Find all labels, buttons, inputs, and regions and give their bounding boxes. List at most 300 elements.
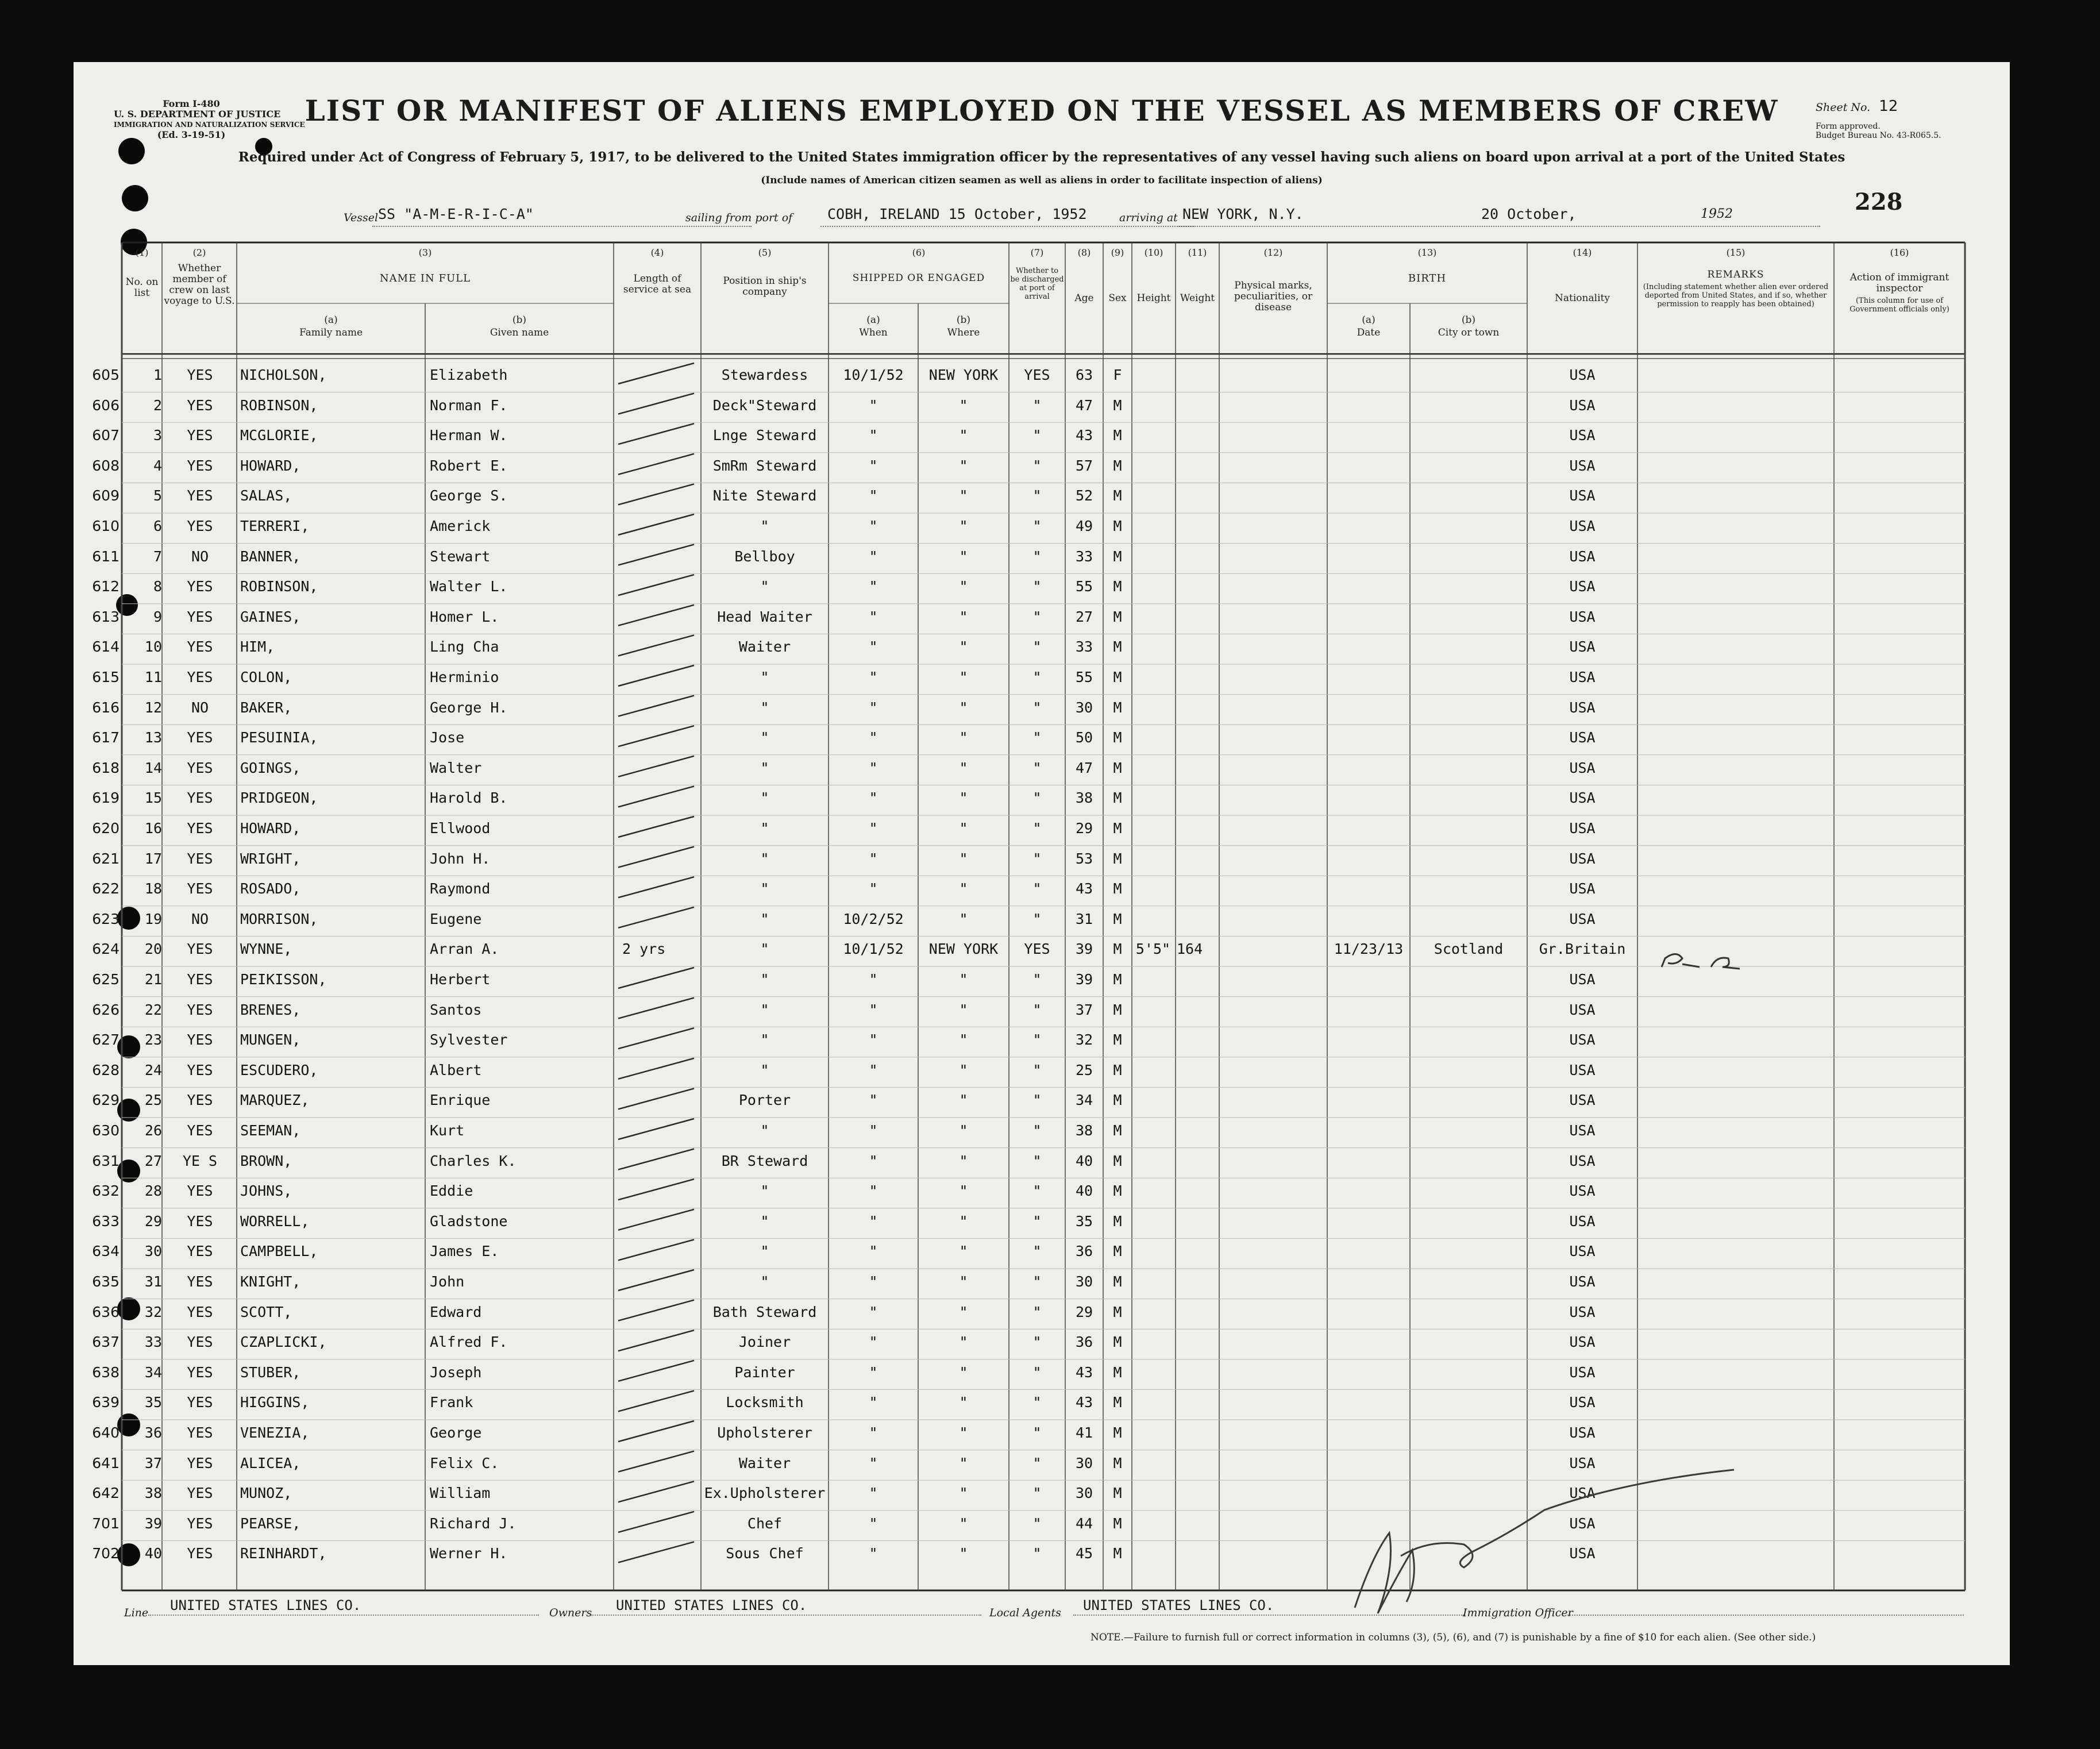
list-reference-number: 613 (92, 608, 120, 625)
cell-position: " (760, 1031, 769, 1049)
cell-age: 39 (1075, 971, 1093, 988)
list-reference-number: 626 (92, 1001, 120, 1018)
arrival-year: 1952 (1701, 207, 1733, 221)
owners-value: UNITED STATES LINES CO. (616, 1597, 807, 1613)
cell-sex: M (1113, 396, 1122, 414)
col-6-number: (6) (912, 247, 926, 258)
cell-family: HOWARD, (240, 457, 301, 474)
cell-position: " (760, 669, 769, 685)
cell-no: 11 (144, 669, 162, 685)
cell-discharged: " (1032, 1243, 1042, 1260)
cell-nationality: USA (1569, 518, 1596, 534)
cell-discharged: " (1032, 1092, 1042, 1109)
line-label: Line (124, 1607, 149, 1619)
cell-where: " (959, 820, 968, 837)
cell-given: Stewart (430, 548, 491, 565)
cell-sex: M (1113, 1545, 1122, 1562)
cell-given: Kurt (430, 1122, 465, 1139)
cell-discharged: " (1032, 669, 1042, 685)
cell-family: STUBER, (240, 1363, 301, 1381)
cell-nationality: USA (1569, 608, 1596, 625)
cell-given: Elizabeth (430, 367, 508, 383)
cell-where: " (959, 638, 968, 656)
cell-when: " (869, 1212, 878, 1230)
cell-last: YES (187, 367, 213, 383)
cell-age: 40 (1075, 1152, 1093, 1169)
col-4-number: (4) (650, 247, 664, 258)
cell-age: 32 (1075, 1031, 1093, 1049)
cell-last: YES (187, 820, 213, 837)
cell-family: ROBINSON, (240, 578, 318, 595)
cell-family: PEARSE, (240, 1515, 301, 1532)
check-stroke (618, 877, 694, 897)
cell-no: 15 (144, 789, 162, 807)
cell-discharged: " (1032, 578, 1042, 595)
list-reference-number: 640 (92, 1424, 120, 1441)
cell-age: 36 (1075, 1334, 1093, 1351)
cell-family: BROWN, (240, 1152, 292, 1169)
cell-where: " (959, 1515, 968, 1532)
cell-family: GAINES, (240, 608, 301, 625)
cell-service: 2 yrs (622, 941, 666, 958)
list-reference-number: 632 (92, 1182, 120, 1200)
cell-no: 3 (153, 427, 162, 444)
cell-family: BAKER, (240, 699, 292, 716)
col-11-label: Weight (1180, 292, 1215, 304)
cell-given: Enrique (430, 1092, 491, 1109)
cell-given: Raymond (430, 880, 491, 897)
sheet-number: 12 (1879, 98, 1898, 115)
cell-given: Americk (430, 518, 491, 534)
cell-no: 20 (144, 941, 162, 958)
cell-no: 30 (144, 1243, 162, 1260)
cell-where: " (959, 850, 968, 867)
cell-position: " (760, 699, 769, 716)
cell-age: 44 (1075, 1515, 1093, 1532)
cell-discharged: " (1032, 850, 1042, 867)
cell-age: 43 (1075, 880, 1093, 897)
col-6b-letter: (b) (956, 314, 971, 326)
cell-sex: M (1113, 1485, 1122, 1502)
cell-last: YES (187, 396, 213, 414)
cell-discharged: " (1032, 396, 1042, 414)
cell-given: Frank (430, 1394, 473, 1411)
cell-last: YES (187, 1001, 213, 1018)
cell-given: James E. (430, 1243, 499, 1260)
cell-no: 35 (144, 1394, 162, 1411)
cell-discharged: " (1032, 487, 1042, 504)
check-stroke (618, 1300, 694, 1321)
col-2-label: Whether member of crew on last voyage to U.S. (164, 263, 235, 307)
cell-no: 38 (144, 1485, 162, 1502)
cell-given: Edward (430, 1303, 482, 1320)
cell-given: Albert (430, 1061, 482, 1078)
check-stroke (618, 1330, 694, 1351)
list-reference-number: 625 (92, 971, 120, 988)
cell-age: 47 (1075, 396, 1093, 414)
list-reference-number: 631 (92, 1152, 120, 1169)
cell-when: " (869, 880, 878, 897)
cell-family: MCGLORIE, (240, 427, 318, 444)
cell-nationality: Gr.Britain (1539, 941, 1626, 958)
cell-sex: M (1113, 1363, 1122, 1381)
cell-position: Nite Steward (712, 487, 817, 504)
col-13-label: BIRTH (1408, 272, 1447, 284)
cell-position: Sous Chef (726, 1545, 804, 1562)
cell-age: 30 (1075, 1454, 1093, 1471)
cell-when: 10/2/52 (843, 910, 904, 927)
cell-nationality: USA (1569, 759, 1596, 776)
cell-nationality: USA (1569, 1092, 1596, 1109)
local-agents-value: UNITED STATES LINES CO. (1083, 1597, 1274, 1613)
cell-where: " (959, 1182, 968, 1200)
cell-when: " (869, 1273, 878, 1290)
cell-sex: M (1113, 910, 1122, 927)
cell-age: 43 (1075, 1363, 1093, 1381)
cell-discharged: " (1032, 1363, 1042, 1381)
sailing-label: sailing from port of (685, 211, 793, 224)
cell-last: YES (187, 1122, 213, 1139)
list-reference-number: 624 (92, 941, 120, 958)
cell-no: 29 (144, 1212, 162, 1230)
cell-sex: M (1113, 1031, 1122, 1049)
cell-age: 50 (1075, 729, 1093, 746)
cell-last: YES (187, 789, 213, 807)
cell-discharged: " (1032, 1182, 1042, 1200)
cell-when: 10/1/52 (843, 941, 904, 958)
cell-discharged: " (1032, 729, 1042, 746)
cell-last: YES (187, 1454, 213, 1471)
cell-position: Porter (738, 1092, 791, 1109)
cell-discharged: " (1032, 1122, 1042, 1139)
form-edition: (Ed. 3-19-51) (157, 129, 226, 140)
cell-when: " (869, 820, 878, 837)
list-reference-number: 635 (92, 1273, 120, 1290)
cell-nationality: USA (1569, 820, 1596, 837)
cell-age: 52 (1075, 487, 1093, 504)
cell-sex: M (1113, 487, 1122, 504)
cell-last: YES (187, 1515, 213, 1532)
list-reference-number: 637 (92, 1334, 120, 1351)
cell-age: 43 (1075, 1394, 1093, 1411)
cell-where: " (959, 1061, 968, 1078)
cell-nationality: USA (1569, 396, 1596, 414)
list-reference-number: 634 (92, 1243, 120, 1260)
cell-when: " (869, 1061, 878, 1078)
cell-last: NO (191, 910, 209, 927)
check-stroke (618, 816, 694, 837)
cell-when: " (869, 548, 878, 565)
budget-bureau-number: Budget Bureau No. 43-R065.5. (1816, 131, 1941, 140)
cell-where: " (959, 699, 968, 716)
col-6b-label: Where (947, 327, 980, 338)
cell-age: 57 (1075, 457, 1093, 474)
cell-nationality: USA (1569, 1363, 1596, 1381)
cell-last: YES (187, 1273, 213, 1290)
cell-family: BRENES, (240, 1001, 301, 1018)
cell-last: YES (187, 1182, 213, 1200)
cell-last: YES (187, 1303, 213, 1320)
cell-last: YES (187, 759, 213, 776)
cell-position: " (760, 1212, 769, 1230)
cell-discharged: " (1032, 910, 1042, 927)
col-13a-letter: (a) (1362, 314, 1375, 326)
local-agents-label: Local Agents (989, 1607, 1061, 1619)
cell-sex: M (1113, 971, 1122, 988)
cell-position: Chef (747, 1515, 783, 1532)
cell-position: Head Waiter (717, 608, 812, 625)
cell-last: YES (187, 971, 213, 988)
list-reference-number: 620 (92, 820, 120, 837)
cell-no: 40 (144, 1545, 162, 1562)
cell-given: Alfred F. (430, 1334, 508, 1351)
col-2-number: (2) (192, 247, 206, 258)
cell-given: Eugene (430, 910, 482, 927)
cell-age: 43 (1075, 427, 1093, 444)
cell-family: WORRELL, (240, 1212, 310, 1230)
cell-position: Deck"Steward (712, 396, 817, 414)
cell-birth-city: Scotland (1434, 941, 1504, 958)
col-3a-letter: (a) (324, 314, 338, 326)
cell-birth-date: 11/23/13 (1334, 941, 1404, 958)
cell-nationality: USA (1569, 1545, 1596, 1562)
cell-discharged: " (1032, 1273, 1042, 1290)
check-stroke (618, 635, 694, 656)
cell-discharged: " (1032, 1061, 1042, 1078)
cell-nationality: USA (1569, 1454, 1596, 1471)
cell-position: SmRm Steward (712, 457, 817, 474)
arrival-port: NEW YORK, N.Y. (1182, 206, 1304, 222)
list-reference-number: 606 (92, 396, 120, 414)
cell-no: 32 (144, 1303, 162, 1320)
check-stroke (618, 907, 694, 928)
cell-discharged: " (1032, 1424, 1042, 1441)
cell-when: " (869, 518, 878, 534)
col-13-number: (13) (1417, 247, 1437, 258)
cell-given: Robert E. (430, 457, 508, 474)
check-stroke (618, 696, 694, 716)
cell-discharged: " (1032, 1515, 1042, 1532)
col-1-number: (1) (135, 247, 149, 258)
col-3b-letter: (b) (512, 314, 527, 326)
cell-family: SEEMAN, (240, 1122, 301, 1139)
cell-nationality: USA (1569, 1243, 1596, 1260)
cell-age: 27 (1075, 608, 1093, 625)
cell-when: " (869, 1424, 878, 1441)
list-reference-number: 639 (92, 1394, 120, 1411)
cell-age: 33 (1075, 548, 1093, 565)
cell-given: Gladstone (430, 1212, 508, 1230)
list-reference-number: 616 (92, 699, 120, 716)
list-reference-number: 621 (92, 850, 120, 867)
cell-when: " (869, 1545, 878, 1562)
cell-where: " (959, 396, 968, 414)
cell-sex: M (1113, 1273, 1122, 1290)
cell-no: 37 (144, 1454, 162, 1471)
cell-sex: M (1113, 1394, 1122, 1411)
cell-age: 36 (1075, 1243, 1093, 1260)
arriving-label: arriving at (1119, 211, 1178, 224)
vessel-name: SS "A-M-E-R-I-C-A" (378, 206, 534, 222)
cell-where: " (959, 1394, 968, 1411)
cell-nationality: USA (1569, 880, 1596, 897)
cell-when: " (869, 427, 878, 444)
cell-position: " (760, 1243, 769, 1260)
cell-nationality: USA (1569, 971, 1596, 988)
cell-given: Eddie (430, 1182, 473, 1200)
list-reference-number: 617 (92, 729, 120, 746)
cell-age: 37 (1075, 1001, 1093, 1018)
col-3-label: NAME IN FULL (379, 272, 471, 284)
cell-when: " (869, 1092, 878, 1109)
cell-discharged: " (1032, 457, 1042, 474)
cell-age: 25 (1075, 1061, 1093, 1078)
cell-where: " (959, 1454, 968, 1471)
cell-no: 1 (153, 367, 162, 383)
cell-no: 17 (144, 850, 162, 867)
cell-given: John H. (430, 850, 491, 867)
department-name: U. S. DEPARTMENT OF JUSTICE (114, 109, 281, 120)
cell-sex: F (1113, 367, 1122, 383)
cell-nationality: USA (1569, 789, 1596, 807)
cell-no: 8 (153, 578, 162, 595)
cell-position: " (760, 759, 769, 776)
list-reference-number: 622 (92, 880, 120, 897)
col-3b-label: Given name (490, 327, 549, 338)
cell-last: YES (187, 1092, 213, 1109)
cell-last: YES (187, 608, 213, 625)
cell-when: " (869, 457, 878, 474)
check-stroke (618, 514, 694, 535)
cell-family: HIM, (240, 638, 275, 656)
cell-where: " (959, 1363, 968, 1381)
cell-sex: M (1113, 1122, 1122, 1139)
check-stroke (618, 1451, 694, 1472)
cell-position: " (760, 1001, 769, 1018)
col-12-number: (12) (1263, 247, 1283, 258)
cell-where: " (959, 578, 968, 595)
service-name: IMMIGRATION AND NATURALIZATION SERVICE (114, 121, 305, 129)
cell-discharged: " (1032, 1485, 1042, 1502)
cell-sex: M (1113, 759, 1122, 776)
cell-height: 5'5" (1135, 941, 1171, 958)
cell-no: 36 (144, 1424, 162, 1441)
col-9-number: (9) (1111, 247, 1124, 258)
cell-discharged: " (1032, 759, 1042, 776)
cell-age: 31 (1075, 910, 1093, 927)
cell-when: " (869, 396, 878, 414)
cell-when: " (869, 1182, 878, 1200)
cell-given: Ling Cha (430, 638, 499, 656)
cell-sex: M (1113, 638, 1122, 656)
cell-nationality: USA (1569, 1122, 1596, 1139)
cell-family: PRIDGEON, (240, 789, 318, 807)
col-16-sublabel: (This column for use of Government officials only) (1849, 296, 1949, 314)
cell-where: " (959, 1243, 968, 1260)
cell-age: 30 (1075, 1485, 1093, 1502)
page-title: LIST OR MANIFEST OF ALIENS EMPLOYED ON THE VESSEL AS MEMBERS OF CREW (305, 94, 1779, 128)
cell-position: " (760, 850, 769, 867)
check-stroke (618, 665, 694, 686)
cell-when: " (869, 1152, 878, 1169)
cell-when: " (869, 1303, 878, 1320)
cell-sex: M (1113, 1515, 1122, 1532)
check-stroke (618, 1239, 694, 1260)
check-stroke (618, 1179, 694, 1200)
cell-no: 4 (153, 457, 162, 474)
cell-given: Ellwood (430, 820, 491, 837)
cell-age: 35 (1075, 1212, 1093, 1230)
list-reference-number: 702 (92, 1545, 120, 1562)
cell-last: YES (187, 1334, 213, 1351)
cell-family: CAMPBELL, (240, 1243, 318, 1260)
cell-discharged: " (1032, 1303, 1042, 1320)
col-16-label: Action of immigrant inspector (1849, 272, 1949, 294)
cell-nationality: USA (1569, 487, 1596, 504)
check-stroke (618, 1361, 694, 1381)
cell-discharged: " (1032, 1454, 1042, 1471)
cell-nationality: USA (1569, 1061, 1596, 1078)
cell-given: Joseph (430, 1363, 482, 1381)
cell-discharged: " (1032, 789, 1042, 807)
cell-position: " (760, 971, 769, 988)
cell-last: YES (187, 669, 213, 685)
cell-given: John (430, 1273, 465, 1290)
cell-family: WRIGHT, (240, 850, 301, 867)
cell-family: NICHOLSON, (240, 367, 327, 383)
cell-sex: M (1113, 548, 1122, 565)
cell-family: VENEZIA, (240, 1424, 310, 1441)
cell-last: YES (187, 1061, 213, 1078)
list-reference-number: 629 (92, 1092, 120, 1109)
cell-when: " (869, 699, 878, 716)
col-6-label: SHIPPED OR ENGAGED (852, 272, 985, 284)
cell-sex: M (1113, 880, 1122, 897)
cell-position: " (760, 1061, 769, 1078)
cell-nationality: USA (1569, 578, 1596, 595)
cell-nationality: USA (1569, 699, 1596, 716)
cell-where: " (959, 880, 968, 897)
cell-given: George H. (430, 699, 508, 716)
cell-family: ROSADO, (240, 880, 301, 897)
cell-when: " (869, 1031, 878, 1049)
cell-no: 31 (144, 1273, 162, 1290)
cell-discharged: " (1032, 1212, 1042, 1230)
col-10-number: (10) (1144, 247, 1163, 258)
cell-discharged: " (1032, 427, 1042, 444)
cell-discharged: " (1032, 548, 1042, 565)
sailing-port: COBH, IRELAND 15 October, 1952 (827, 206, 1087, 222)
cell-sex: M (1113, 1182, 1122, 1200)
cell-discharged: " (1032, 820, 1042, 837)
cell-given: George (430, 1424, 482, 1441)
cell-given: Walter L. (430, 578, 508, 595)
check-stroke (618, 454, 694, 475)
cell-nationality: USA (1569, 1273, 1596, 1290)
list-reference-number: 612 (92, 578, 120, 595)
cell-sex: M (1113, 427, 1122, 444)
penalty-note: NOTE.—Failure to furnish full or correct information in columns (3), (5), (6), and (7) is punishable by a fine of $10 for each alien. (See other side.) (1091, 1632, 1816, 1643)
cell-where: " (959, 1092, 968, 1109)
cell-family: SALAS, (240, 487, 292, 504)
remarks-initials (1662, 954, 1740, 969)
cell-when: " (869, 1394, 878, 1411)
handwriting-overlay (74, 62, 2010, 1665)
cell-given: Charles K. (430, 1152, 517, 1169)
cell-where: NEW YORK (928, 367, 999, 383)
cell-no: 33 (144, 1334, 162, 1351)
cell-no: 21 (144, 971, 162, 988)
